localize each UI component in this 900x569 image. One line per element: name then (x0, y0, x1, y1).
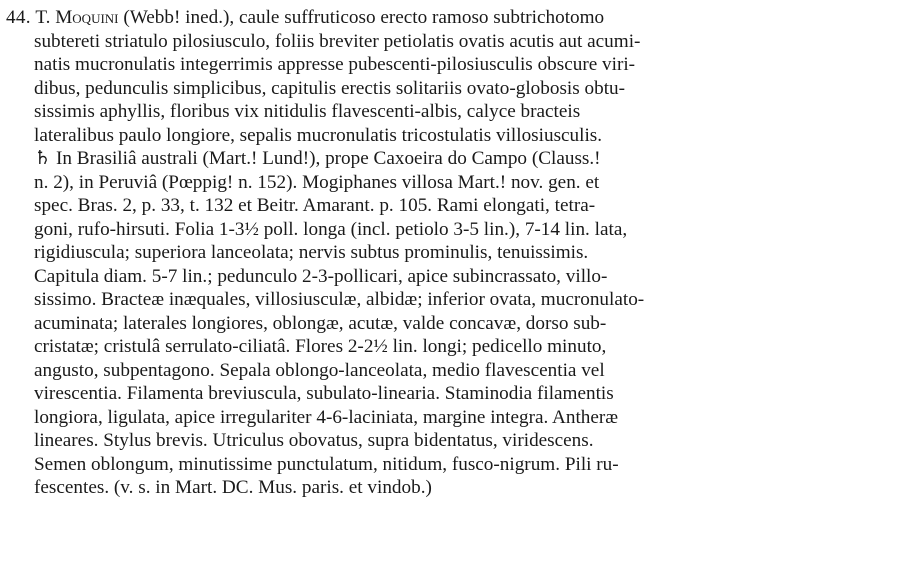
text-line-20: Semen oblongum, minutissime punctulatum, nitidum, fusco-nigrum. Pili ru- (34, 453, 619, 475)
text-line-10: goni, rufo-hirsuti. Folia 1-3½ poll. longa (incl. petiolo 3-5 lin.), 7-14 lin. lata, (34, 218, 628, 240)
text-line-16: angusto, subpentagono. Sepala oblongo-lanceolata, medio flavescentia vel (34, 359, 605, 381)
text-line-5: sissimis aphyllis, floribus vix nitidulis flavescenti-albis, calyce bracteis (34, 101, 581, 122)
text-line-13: sissimo. Bracteæ inæquales, villosiusculæ, albidæ; inferior ovata, mucronulato- (34, 289, 645, 310)
text-line-18: longiora, ligulata, apice irregulariter 4-6-laciniata, margine integra. Antheræ (34, 406, 619, 428)
text-line-21: fescentes. (v. s. in Mart. DC. Mus. paris. et vindob.) (34, 477, 432, 498)
text-line-4: dibus, pedunculis simplicibus, capitulis erectis solitariis ovato-globosis obtu- (34, 77, 626, 99)
text-line-11: rigidiuscula; superiora lanceolata; nervis subtus prominulis, tenuissimis. (34, 242, 589, 263)
text-line-12: Capitula diam. 5-7 lin.; pedunculo 2-3-pollicari, apice subincrassato, villo- (34, 265, 608, 287)
text-line-2: subtereti striatulo pilosiusculo, foliis breviter petiolatis ovatis acutis aut acumi- (34, 30, 641, 52)
text-line-3: natis mucronulatis integerrimis appresse pubescenti-pilosiusculis obscure viri- (34, 54, 636, 75)
species-name: Moquini (55, 7, 119, 28)
text-line-19: lineares. Stylus brevis. Utriculus obovatus, supra bidentatus, viridescens. (34, 430, 594, 451)
text-line-1 (6, 6, 886, 30)
text-line-7: ♄ In Brasiliâ australi (Mart.! Lund!), prope Caxoeira do Campo (Clauss.! (34, 148, 601, 169)
text-line-6: lateralibus paulo longiore, sepalis mucronulatis tricostulatis villosiusculis. (34, 124, 603, 146)
text-line-8: n. 2), in Peruviâ (Pœppig! n. 152). Mogiphanes villosa Mart.! nov. gen. et (34, 171, 600, 193)
text-line-17: virescentia. Filamenta breviuscula, subulato-linearia. Staminodia filamentis (34, 383, 614, 404)
text-line-9: spec. Bras. 2, p. 33, t. 132 et Beitr. Amarant. p. 105. Rami elongati, tetra- (34, 195, 596, 216)
entry-number: 44. (6, 7, 31, 28)
genus-abbreviation: T. (35, 7, 51, 28)
text-line-14: acuminata; laterales longiores, oblongæ, acutæ, valde concavæ, dorso sub- (34, 312, 607, 334)
text-line-15: cristatæ; cristulâ serrulato-ciliatâ. Flores 2-2½ lin. longi; pedicello minuto, (34, 336, 607, 357)
line-text: (Webb! ined.), caule suffruticoso erecto ramoso subtrichotomo (118, 7, 605, 28)
